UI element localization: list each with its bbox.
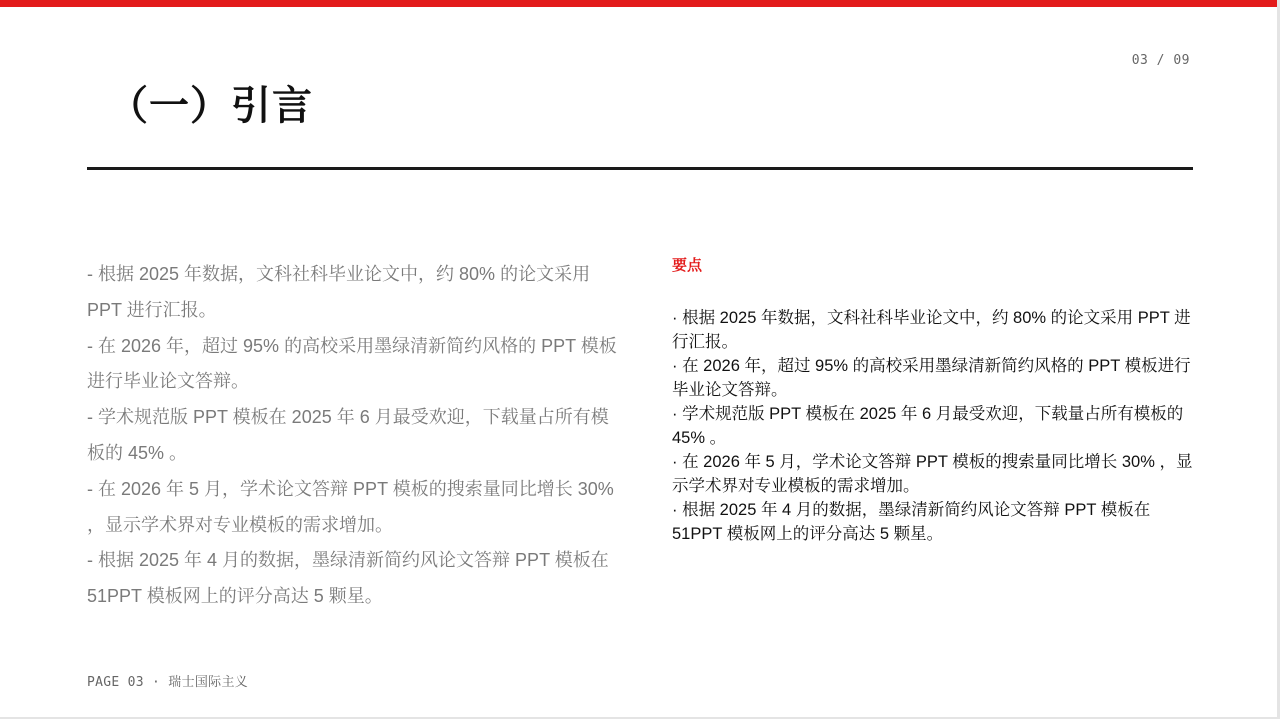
page-footer: PAGE 03 · 瑞士国际主义	[87, 675, 249, 690]
keypoint-item: · 在 2026 年，超过 95% 的高校采用墨绿清新简约风格的 PPT 模板进行毕业论文答辩。	[672, 357, 1191, 399]
body-paragraph: - 学术规范版 PPT 模板在 2025 年 6 月最受欢迎，下载量占所有模板的 45% 。	[87, 407, 609, 463]
slide-title: （一）引言	[108, 83, 313, 129]
body-paragraph: - 根据 2025 年数据，文科社科毕业论文中，约 80% 的论文采用 PPT 进行汇报。	[87, 264, 591, 320]
accent-top-bar	[0, 0, 1280, 7]
keypoints-label: 要点	[672, 257, 703, 274]
body-paragraph: - 在 2026 年，超过 95% 的高校采用墨绿清新简约风格的 PPT 模板进行毕业论文答辩。	[87, 335, 617, 392]
keypoints-panel	[672, 256, 1202, 546]
body-text	[87, 257, 617, 615]
keypoint-item: · 学术规范版 PPT 模板在 2025 年 6 月最受欢迎，下载量占所有模板的 45% 。	[672, 405, 1184, 447]
body-paragraph: - 根据 2025 年 4 月的数据，墨绿清新简约风论文答辩 PPT 模板在 51PPT 模板网上的评分高达 5 颗星。	[87, 550, 609, 607]
page-counter: 03 / 09	[1131, 53, 1190, 68]
keypoint-item: · 根据 2025 年数据，文科社科毕业论文中，约 80% 的论文采用 PPT 进行汇报。	[672, 309, 1191, 351]
keypoint-item: · 在 2026 年 5 月，学术论文答辩 PPT 模板的搜索量同比增长 30% ，显示学术界对专业模板的需求增加。	[672, 453, 1193, 495]
body-paragraph: - 在 2026 年 5 月，学术论文答辩 PPT 模板的搜索量同比增长 30% ，显示学术界对专业模板的需求增加。	[87, 478, 614, 535]
title-divider	[87, 167, 1193, 170]
keypoint-item: · 根据 2025 年 4 月的数据，墨绿清新简约风论文答辩 PPT 模板在 51PPT 模板网上的评分高达 5 颗星。	[672, 501, 1151, 543]
keypoints-list	[672, 306, 1202, 546]
